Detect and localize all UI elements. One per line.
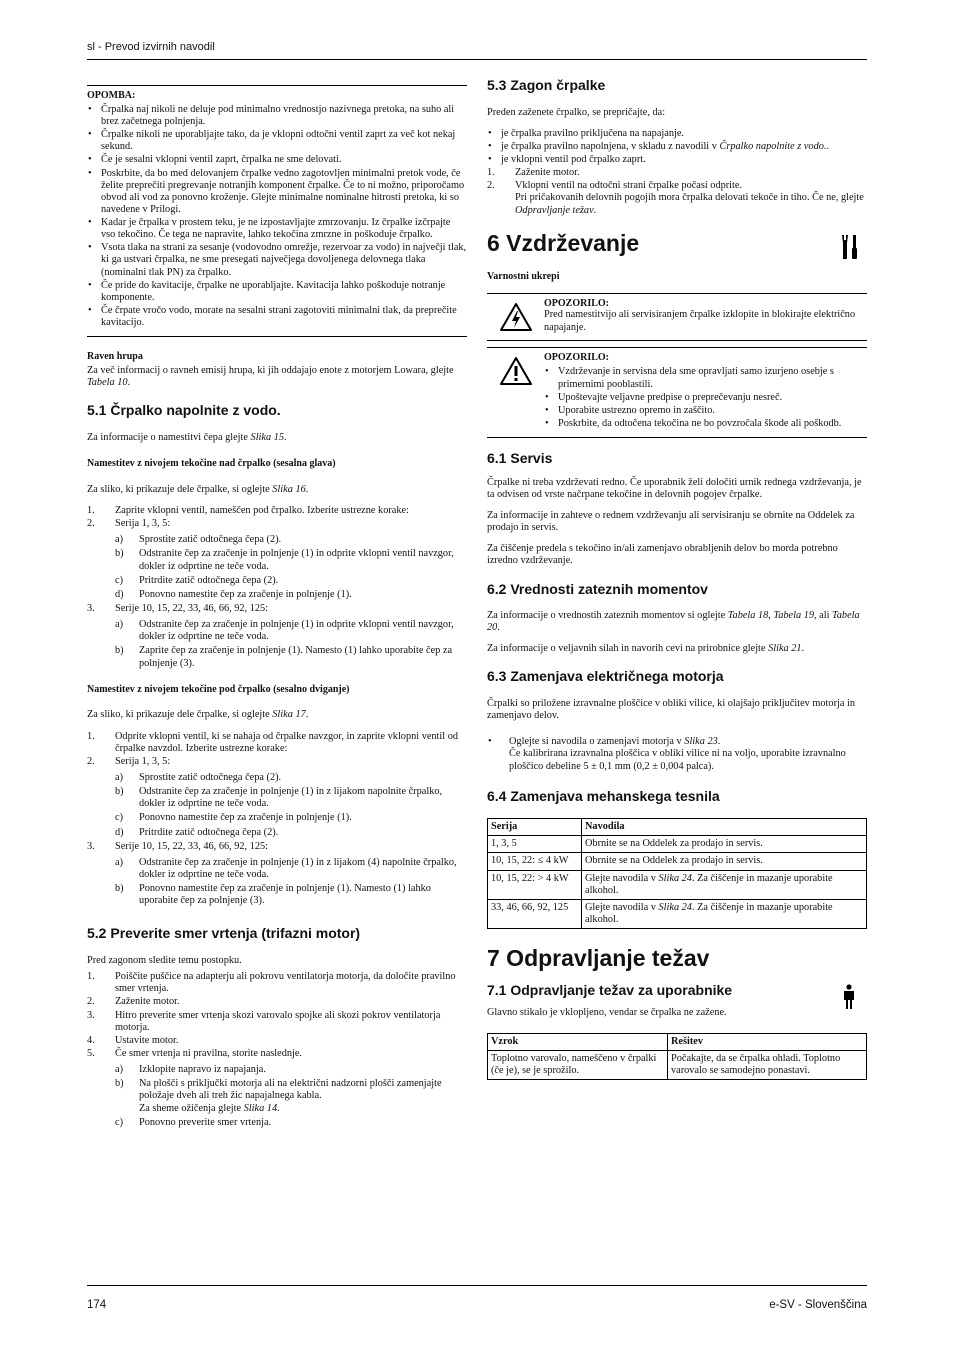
table-header-row <box>488 819 867 836</box>
warning-box-general <box>487 347 867 439</box>
note-item: • Črpalke nikoli ne uporabljajte tako, da je vklopni odtočni ventil zaprt za več kot nekaj sekund. <box>87 129 467 153</box>
substep-item: c) Ponovno preverite smer vrtenja. <box>115 1116 272 1128</box>
left-column <box>87 70 467 1131</box>
figure-ref-link[interactable]: Slika 24 <box>658 901 692 913</box>
section-5-1-heading: 5.1 Črpalko napolnite z vodo. <box>87 402 281 419</box>
note-list <box>87 104 467 330</box>
table-cell: 1, 3, 5 <box>488 836 582 853</box>
warning-title: OPOZORILO: <box>544 351 610 363</box>
section-6-1-heading: 6.1 Servis <box>487 450 553 467</box>
step-item: 1. Poiščite puščice na adapterju ali pokrovu ventilatorja motorja, da določite pravilno smer vrtenja. <box>87 971 456 995</box>
warning-title: OPOZORILO: <box>544 297 610 309</box>
table-cell: Obrnite se na Oddelek za prodajo in servis. <box>582 836 867 853</box>
table-ref-link[interactable]: Tabela 20 <box>487 610 860 634</box>
note-item: • Če pride do kavitacije, črpalke ne uporabljajte. Kavitacija lahko poškoduje notranje komponente. <box>87 280 467 304</box>
checklist-item: • je črpalka pravilno napolnjena, v skladu z navodili v Črpalko napolnite z vodo.. <box>487 141 867 153</box>
substep-item: a) Sprostite zatič odtočnega čepa (2). <box>115 772 282 784</box>
figure-ref-link[interactable]: Slika 23 <box>684 736 718 748</box>
substep-item: b) Odstranite čep za zračenje in polnjenje (1) in odprite vklopni ventil navzgor, dokler iz odprtine ne teče voda. <box>115 548 454 572</box>
note-item: • Če črpate vročo vodo, morate na sesalni strani zagotoviti minimalni tlak, da preprečite kavitacijo. <box>87 305 467 329</box>
motor-list <box>487 736 867 772</box>
note-item: • Če je sesalni vklopni ventil zaprt, črpalka ne sme delovati. <box>87 154 467 166</box>
table-cell: Toplotno varovalo, nameščeno v črpalki (če je), se je sprožilo. <box>488 1051 668 1080</box>
section-ref-link[interactable]: Črpalko napolnite z vodo. <box>719 140 827 152</box>
section-5-1-paragraph: Za informacije o namestitvi čepa glejte Slika 15. <box>87 431 287 443</box>
table-header-row <box>488 1033 867 1050</box>
page-header: sl - Prevod izvirnih navodil <box>87 41 215 53</box>
table-cell: 33, 46, 66, 92, 125 <box>488 899 582 928</box>
noise-heading: Raven hrupa <box>87 351 143 363</box>
step-item: 1. Odprite vklopni ventil, ki se nahaja od črpalke navzgor, in zaprite vklopni ventil od črpalke navzdol. Izberite ustrezne korake: <box>87 730 459 754</box>
section-ref-link[interactable]: Odpravljanje težav <box>515 204 594 216</box>
document-label: e-SV - Slovenščina <box>769 1299 867 1311</box>
start-checklist <box>487 128 867 166</box>
note-box <box>87 85 467 337</box>
service-paragraph: Za informacije in zahteve o rednem vzdrževanju ali servisiranju se obrnite na Oddelek za prodajo in servis. <box>487 509 855 534</box>
below-pump-heading: Namestitev z nivojem tekočine pod črpalko (sesalno dviganje) <box>87 683 350 695</box>
note-title: OPOMBA: <box>87 90 136 101</box>
safety-heading: Varnostni ukrepi <box>487 270 560 282</box>
warning-item: • Upoštevajte veljavne predpise o preprečevanju nesreč. <box>544 392 867 404</box>
substep-item: b) Odstranite čep za zračenje in polnjenje (1) in z lijakom napolnite črpalko, dokler iz odprtine ne teče voda. <box>115 786 443 810</box>
torque-paragraph: Za informacije o veljavnih silah in navorih cevi na prirobnice glejte Slika 21. <box>487 643 805 655</box>
below-pump-paragraph: Za sliko, ki prikazuje dele črpalke, si oglejte Slika 17. <box>87 709 309 721</box>
section-6-4-heading: 6.4 Zamenjava mehanskega tesnila <box>487 787 720 804</box>
table-header-cell: Navodila <box>582 819 867 836</box>
step-item: 2. Vklopni ventil na odtočni strani črpalke počasi odprite. Pri pričakovanih delovnih pogojih mora črpalka delovati tekoče in tiho. Če ne, glejte Odpravljanje težav. <box>487 180 864 216</box>
electrical-hazard-icon <box>487 298 544 334</box>
below-pump-steps <box>87 731 467 908</box>
table-cell: Glejte navodila v Slika 24. Za čiščenje in mazanje uporabite alkohol. <box>582 899 867 928</box>
substep-item: a) Odstranite čep za zračenje in polnjenje (1) in odprite vklopni ventil navzgor, dokler iz odprtine ne teče voda. <box>115 619 454 643</box>
table-cell: Počakajte, da se črpalka ohladi. Toplotno varovalo se samodejno ponastavi. <box>668 1051 867 1080</box>
section-5-3-heading: 5.3 Zagon črpalke <box>487 77 606 93</box>
figure-ref-link[interactable]: Slika 14 <box>243 1102 278 1114</box>
substep-list <box>115 619 467 670</box>
substep-item: d) Pritrdite zatič odtočnega čepa (2). <box>115 826 279 838</box>
table-ref-link[interactable]: Tabela 18 <box>727 610 769 622</box>
table-header-cell: Vzrok <box>488 1033 668 1050</box>
substep-list <box>115 534 467 601</box>
section-6-3-heading: 6.3 Zamenjava električnega motorja <box>487 668 724 685</box>
tools-icon <box>841 234 859 266</box>
substep-item: a) Sprostite zatič odtočnega čepa (2). <box>115 534 282 546</box>
above-pump-heading: Namestitev z nivojem tekočine nad črpalko (sesalna glava) <box>87 458 336 470</box>
section-5-2-paragraph: Pred zagonom sledite temu postopku. <box>87 954 242 966</box>
warning-item: • Uporabite ustrezno opremo in zaščito. <box>544 405 867 417</box>
chapter-7-heading: 7 Odpravljanje težav <box>487 945 710 972</box>
table-cell: Glejte navodila v Slika 24. Za čiščenje in mazanje uporabite alkohol. <box>582 870 867 899</box>
warning-item: • Vzdrževanje in servisna dela sme opravljati samo izurjeno osebje s primernimi pooblastili. <box>544 366 867 390</box>
figure-ref-link[interactable]: Slika 17 <box>272 709 306 721</box>
motor-paragraph: Črpalki so priložene izravnalne ploščice v obliki vilice, ki olajšajo priključitev motorja in zamenjavo delov. <box>487 697 856 722</box>
note-item: • Kadar je črpalka v prostem teku, je ne izpostavljajte zmrzovanju. Iz črpalke izčrpajte vso tekočino. Če tega ne napravite, lahko tekočina zmrzne in poškoduje črpalko. <box>87 217 467 241</box>
warning-icon <box>487 352 544 432</box>
header-rule <box>87 59 867 60</box>
substep-list <box>115 772 467 839</box>
motor-item: • Oglejte si navodila o zamenjavi motorja v Slika 23. Če kalibrirana izravnalna ploščica v obliki vilice ni na voljo, uporabite izravnalno ploščico debeline 5 ± 0,1 mm (0,2 ± 0,004 palca). <box>487 736 867 772</box>
substep-item: d) Ponovno namestite čep za zračenje in polnjenje (1). <box>115 588 352 600</box>
figure-ref-link[interactable]: Slika 21 <box>768 643 802 655</box>
checklist-item: • je vklopni ventil pod črpalko zaprt. <box>487 154 867 166</box>
substep-item: b) Ponovno namestite čep za zračenje in polnjenje (1). Namesto (1) lahko uporabite čep za polnjenje (3). <box>115 883 431 907</box>
page-number: 174 <box>87 1299 107 1311</box>
note-item: • Vsota tlaka na strani za sesanje (vodovodno omrežje, rezervoar za vodo) in največji tlak, ki ga ustvari črpalka, ne sme presegati največjega dovoljenega delovnega tlaka (nominalni tlak PN) za črpalko. <box>87 242 467 278</box>
note-item: • Poskrbite, da bo med delovanjem črpalke vedno zagotovljen minimalni pretok vode, če želite preprečiti pregrevanje notranjih komponent črpalke. Če to ni možno, priporočamo obvod ali vod za ponovno kroženje. Glejte minimalne nominalne hitrosti pretoka, ki so navedene v Prilogi. <box>87 168 467 217</box>
step-item: 3. Serije 10, 15, 22, 33, 46, 66, 92, 125: a) Odstranite čep za zračenje in polnjenje (1) in z lijakom (4) napolnite črpalko, dokler iz odprtine ne teče voda. b) Ponovno namestite čep za zračenje in polnjenje (1). Namesto (1) lahko uporabite čep za polnjenje (3). <box>87 841 467 908</box>
checklist-item: • je črpalka pravilno priključena na napajanje. <box>487 128 867 140</box>
service-paragraph: Črpalke ni treba vzdrževati redno. Če uporabnik želi določiti urnik rednega vzdrževanja, je ta odvisen od vrste načrpane tekočine in delovnih pogojev črpalke. <box>487 476 862 500</box>
figure-ref-link[interactable]: Slika 16 <box>272 483 306 495</box>
section-5-3-paragraph: Preden zaženete črpalko, se prepričajte, da: <box>487 106 666 118</box>
substep-item: a) Izklopite napravo iz napajanja. <box>115 1064 266 1076</box>
substep-item: a) Odstranite čep za zračenje in polnjenje (1) in z lijakom (4) napolnite črpalko, dokler iz odprtine ne teče voda. <box>115 856 457 881</box>
table-ref-link[interactable]: Tabela 10 <box>87 377 128 389</box>
troubleshoot-table <box>487 1033 867 1080</box>
substep-item: c) Ponovno namestite čep za zračenje in polnjenje (1). <box>115 812 352 824</box>
step-item: 1. Zaprite vklopni ventil, nameščen pod črpalko. Izberite ustrezne korake: <box>87 505 409 516</box>
section-5-2-heading: 5.2 Preverite smer vrtenja (trifazni motor) <box>87 925 361 942</box>
seal-table <box>487 818 867 929</box>
table-cell: 10, 15, 22: ≤ 4 kW <box>488 853 582 870</box>
start-steps <box>487 167 867 217</box>
table-row <box>488 853 867 870</box>
above-pump-paragraph: Za sliko, ki prikazuje dele črpalke, si oglejte Slika 16. <box>87 483 309 495</box>
table-row <box>488 870 867 899</box>
section-7-1-heading: 7.1 Odpravljanje težav za uporabnike <box>487 982 867 999</box>
warning-box-electrical <box>487 293 867 341</box>
step-item: 3. Hitro preverite smer vrtenja skozi varovalo spojke ali skozi pokrov ventilatorja motorja. <box>87 1009 441 1033</box>
user-icon <box>843 984 855 1014</box>
substep-item: c) Pritrdite zatič odtočnega čepa (2). <box>115 574 279 586</box>
table-header-cell: Rešitev <box>668 1033 867 1050</box>
table-row <box>488 836 867 853</box>
table-row <box>488 899 867 928</box>
chapter-6-heading: 6 Vzdrževanje <box>487 230 867 257</box>
step-item: 1. Zaženite motor. <box>487 167 580 179</box>
substep-list <box>115 857 467 908</box>
warning-text: Pred namestitvijo ali servisiranjem črpalke izklopite in blokirajte električno napajanje. <box>544 309 856 333</box>
service-paragraph: Za čiščenje predela s tekočino in/ali zamenjavo obrabljenih delov bo morda potrebno izredno vzdrževanje. <box>487 543 838 567</box>
step-item: 2. Serija 1, 3, 5: a) Sprostite zatič odtočnega čepa (2). b) Odstranite čep za zračenje in polnjenje (1) in z lijakom napolnite črpalko, dokler iz odprtine ne teče voda. c) Ponovno namestite čep za zračenje in polnjenje (1). d) Pritrdite zatič odtočnega čepa (2). <box>87 756 467 839</box>
section-6-2-heading: 6.2 Vrednosti zateznih momentov <box>487 580 708 597</box>
troubleshoot-paragraph: Glavno stikalo je vklopljeno, vendar se črpalka ne zažene. <box>487 1006 727 1018</box>
table-cell: Obrnite se na Oddelek za prodajo in servis. <box>582 853 867 870</box>
substep-item: b) Zaprite čep za zračenje in polnjenje (1). Namesto (1) lahko uporabite čep za polnjenje (3). <box>115 645 453 669</box>
footer-rule <box>87 1285 867 1286</box>
table-row <box>488 1051 867 1080</box>
figure-ref-link[interactable]: Slika 15 <box>250 431 285 443</box>
warning-list <box>544 366 867 430</box>
table-ref-link[interactable]: Tabela 19 <box>773 610 814 622</box>
torque-paragraph: Za informacije o vrednostih zateznih momentov si oglejte Tabela 18, Tabela 19, ali Tabela 20. <box>487 610 860 634</box>
above-pump-steps <box>87 505 467 670</box>
substep-item: b) Na plošči s priključki motorja ali na električni nadzorni plošči zamenjajte položaje dveh ali treh žic napajalnega kabla. Za sheme ožičenja glejte Slika 14. <box>115 1078 442 1114</box>
right-column <box>487 70 867 1080</box>
rotation-steps <box>87 971 467 1129</box>
figure-ref-link[interactable]: Slika 24 <box>658 872 692 884</box>
step-item: 3. Serije 10, 15, 22, 33, 46, 66, 92, 125: a) Odstranite čep za zračenje in polnjenje (1) in odprite vklopni ventil navzgor, dokler iz odprtine ne teče voda. b) Zaprite čep za zračenje in polnjenje (1). Namesto (1) lahko uporabite čep za polnjenje (3). <box>87 603 467 670</box>
note-item: • Črpalka naj nikoli ne deluje pod minimalno vrednostjo nazivnega pretoka, na suho ali brez začetnega polnjenja. <box>87 104 467 128</box>
step-item: 5. Če smer vrtenja ni pravilna, storite naslednje. a) Izklopite napravo iz napajanja. b) Na plošči s priključki motorja ali na električni nadzorni plošči zamenjajte položaje dveh ali treh žic napajalnega kabla. Za sheme ožičenja glejte Slika 14. c) Ponovno preverite smer vrtenja. <box>87 1048 467 1129</box>
step-item: 2. Serija 1, 3, 5: a) Sprostite zatič odtočnega čepa (2). b) Odstranite čep za zračenje in polnjenje (1) in odprite vklopni ventil navzgor, dokler iz odprtine ne teče voda. c) Pritrdite zatič odtočnega čepa (2). d) Ponovno namestite čep za zračenje in polnjenje (1). <box>87 518 467 601</box>
table-header-cell: Serija <box>488 819 582 836</box>
table-cell: 10, 15, 22: > 4 kW <box>488 870 582 899</box>
step-item: 4. Ustavite motor. <box>87 1034 179 1046</box>
noise-paragraph: Za več informacij o ravneh emisij hrupa, ki jih oddajajo enote z motorjem Lowara, glejte Tabela 10. <box>87 365 454 389</box>
warning-item: • Poskrbite, da odtočena tekočina ne bo povzročala škode ali poškodb. <box>544 418 867 430</box>
step-item: 2. Zaženite motor. <box>87 996 180 1008</box>
substep-list <box>115 1064 467 1129</box>
